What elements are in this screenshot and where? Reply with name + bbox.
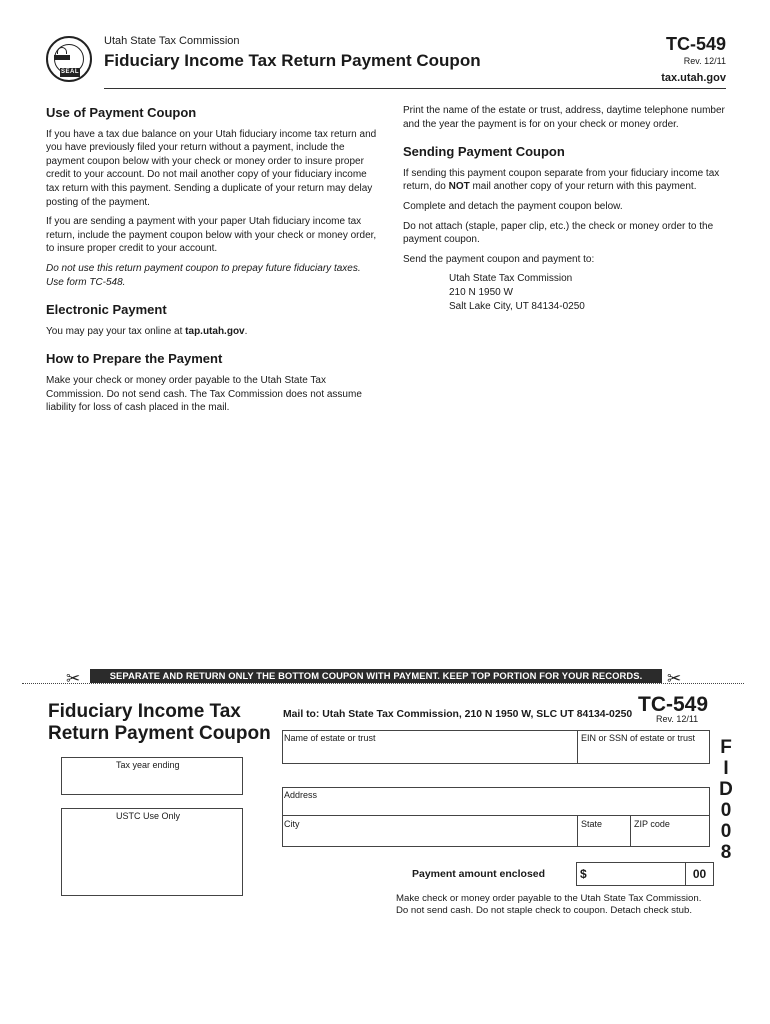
- fid-code-letter: I: [723, 758, 729, 779]
- dollar-sign: $: [580, 867, 587, 881]
- sending-paragraph-4: Send the payment coupon and payment to:: [403, 253, 595, 265]
- city-label: City: [284, 819, 300, 829]
- coupon-note-line-2: Do not send cash. Do not staple check to coupon. Detach check stub.: [396, 904, 692, 916]
- prepare-payment-heading: How to Prepare the Payment: [46, 351, 223, 367]
- mail-to-address: Mail to: Utah State Tax Commission, 210 N 1950 W, SLC UT 84134-0250: [283, 709, 633, 720]
- electronic-payment-text: You may pay your tax online at: [46, 325, 186, 337]
- state-field[interactable]: [577, 816, 630, 846]
- tap-utah-link[interactable]: tap.utah.gov: [185, 325, 245, 337]
- instructions-left-column: [46, 106, 380, 421]
- ein-ssn-label: EIN or SSN of estate or trust: [581, 733, 696, 743]
- ustc-use-only-box: [61, 808, 243, 896]
- coupon-revision-date: Rev. 12/11: [656, 714, 699, 724]
- fid-code-letter: F: [720, 737, 732, 758]
- scissors-icon: ✂: [66, 669, 81, 688]
- scissors-icon: ✂: [667, 669, 682, 688]
- coupon-note-line-1: Make check or money order payable to the Utah State Tax Commission.: [396, 893, 702, 904]
- website-link[interactable]: tax.utah.gov: [661, 72, 726, 84]
- utah-state-seal: [46, 36, 92, 82]
- form-number: TC-549: [665, 34, 726, 54]
- name-ein-row: [282, 730, 710, 764]
- capitol-dome-icon: [57, 47, 67, 54]
- agency-name: Utah State Tax Commission: [104, 35, 240, 47]
- fid-code-letter: 0: [720, 821, 732, 842]
- tax-year-ending-field[interactable]: [61, 757, 243, 795]
- ein-ssn-field[interactable]: [577, 731, 709, 763]
- address-field[interactable]: [283, 788, 709, 816]
- estate-name-label: Name of estate or trust: [284, 733, 376, 743]
- coupon-title-line-2: Return Payment Coupon: [48, 723, 271, 744]
- use-of-coupon-paragraph-2: If you are sending a payment with your paper Utah fiduciary income tax return, include the payment coupon below with your check or money order, to insure proper credit to your account.: [46, 216, 377, 255]
- separate-coupon-banner: SEPARATE AND RETURN ONLY THE BOTTOM COUPON WITH PAYMENT. KEEP TOP PORTION FOR YOUR RECORDS.: [90, 669, 662, 683]
- fid-code-letter: 8: [720, 842, 732, 863]
- sending-coupon-heading: Sending Payment Coupon: [403, 144, 565, 160]
- sending-paragraph-1: [403, 167, 743, 194]
- sending-paragraph-1-suffix: mail another copy of your return with this payment.: [469, 181, 697, 193]
- sending-paragraph-1-text: If sending this payment coupon separate from your fiduciary income tax return, do: [403, 167, 720, 193]
- coupon-title: [48, 701, 288, 745]
- address-block: [282, 787, 710, 847]
- page-title: Fiduciary Income Tax Return Payment Coupon: [104, 51, 481, 70]
- state-label: State: [581, 819, 603, 829]
- coupon-payment-note: [396, 893, 756, 916]
- tax-year-ending-label: Tax year ending: [116, 760, 180, 770]
- fid-code-letter: 0: [720, 800, 732, 821]
- city-field[interactable]: [283, 816, 577, 846]
- mailing-address-line: 210 N 1950 W: [449, 286, 513, 298]
- electronic-payment-heading: Electronic Payment: [46, 302, 167, 318]
- address-label: Address: [284, 790, 318, 800]
- electronic-payment-suffix: .: [244, 325, 248, 337]
- cut-line: [22, 683, 744, 684]
- print-name-instructions: Print the name of the estate or trust, address, daytime telephone number and the year the payment is for on your check or money order.: [403, 105, 725, 130]
- revision-date: Rev. 12/11: [683, 56, 726, 66]
- header-divider: [104, 88, 726, 89]
- seal-label: SEAL: [60, 69, 79, 75]
- prepare-payment-paragraph: Make your check or money order payable to the Utah State Tax Commission. Do not send cash. The Tax Commission does not assume liability for loss of cash placed in the mail.: [46, 374, 362, 414]
- zip-code-field[interactable]: [630, 816, 709, 846]
- electronic-payment-paragraph: [46, 325, 380, 339]
- sending-paragraph-2: Complete and detach the payment coupon below.: [403, 200, 623, 212]
- use-of-coupon-heading: Use of Payment Coupon: [46, 105, 197, 120]
- mailing-address-line: Utah State Tax Commission: [449, 273, 573, 285]
- prepay-warning: Do not use this return payment coupon to prepay future fiduciary taxes. Use form TC-548.: [46, 262, 361, 288]
- fid-code-letter: D: [719, 779, 733, 800]
- coupon-title-line-1: Fiduciary Income Tax: [48, 701, 241, 722]
- not-emphasis: NOT: [448, 181, 470, 193]
- payment-amount-field[interactable]: [576, 862, 714, 886]
- capitol-base-icon: [54, 55, 70, 60]
- coupon-form-number: TC-549: [638, 693, 709, 716]
- zip-code-label: ZIP code: [634, 819, 670, 829]
- mailing-address-line: Salt Lake City, UT 84134-0250: [449, 300, 585, 312]
- ustc-use-only-label: USTC Use Only: [116, 811, 181, 821]
- payment-cents: 00: [685, 863, 713, 885]
- fid-code: [715, 737, 737, 863]
- payment-amount-label: Payment amount enclosed: [412, 868, 546, 880]
- instructions-right-column: [403, 104, 743, 313]
- use-of-coupon-paragraph-1: If you have a tax due balance on your Utah fiduciary income tax return and you have previously filed your return without a payment, include the payment coupon below with your check or money order to insure proper credit to your account. Do not mail another copy of your fiduciary income tax return with this payment. Sending a duplicate of your return may delay posting of the payment.: [46, 128, 377, 208]
- estate-name-field[interactable]: [283, 731, 577, 763]
- sending-paragraph-3: Do not attach (staple, paper clip, etc.) the check or money order to the payment coupon.: [403, 220, 714, 246]
